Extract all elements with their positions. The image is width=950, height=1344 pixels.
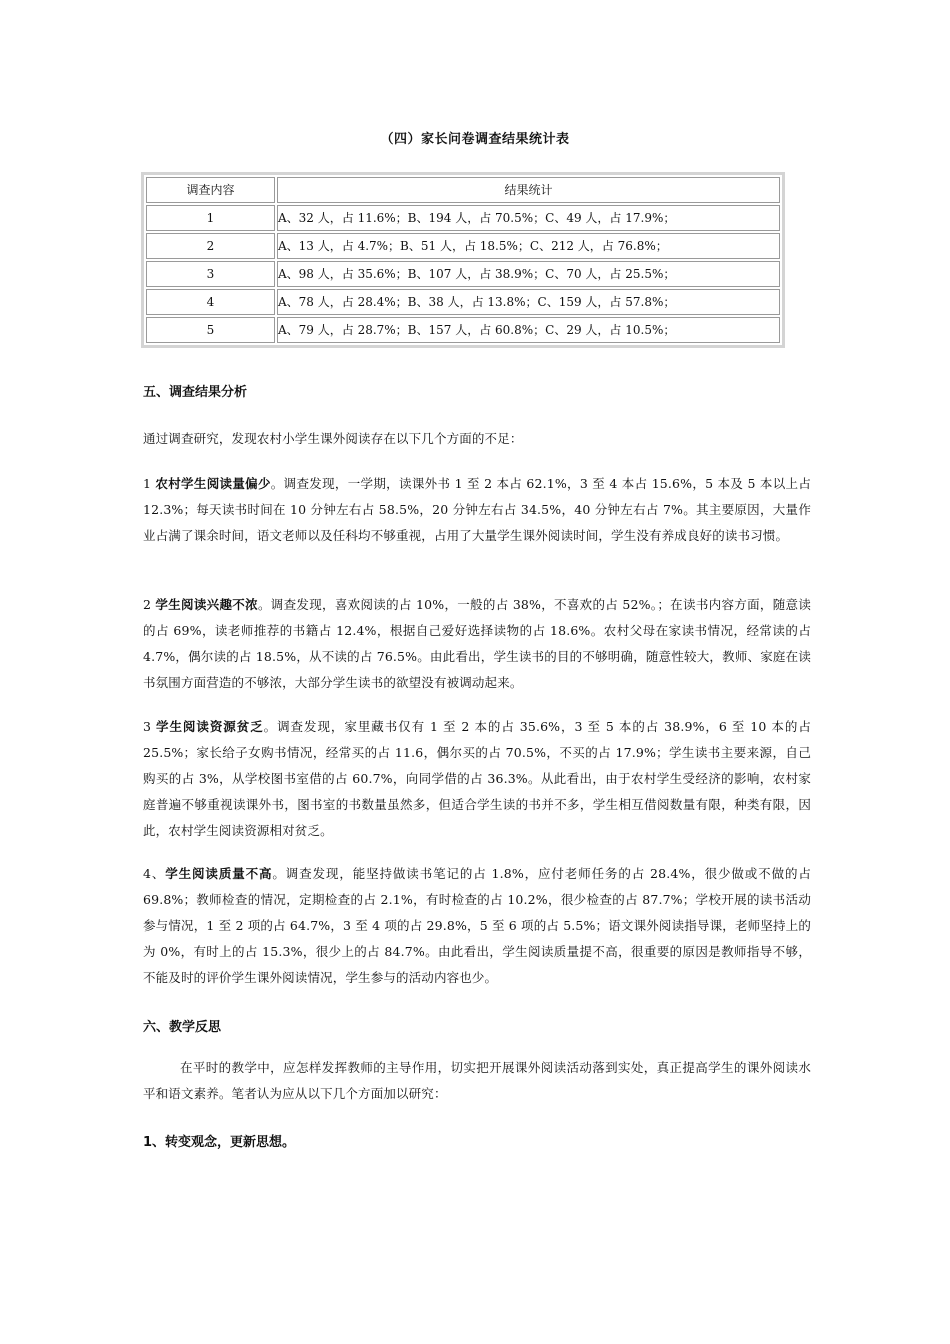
section5-heading: 五、调查结果分析 <box>143 385 248 400</box>
row-result: A、13 人，占 4.7%；B、51 人，占 18.5%；C、212 人，占 76.8%； <box>277 233 780 259</box>
row-number: 4 <box>146 289 275 315</box>
paragraph-3-number: 3 <box>143 719 157 734</box>
row-result: A、78 人，占 28.4%；B、38 人，占 13.8%；C、159 人，占 57.8%； <box>277 289 780 315</box>
row-number: 2 <box>146 233 275 259</box>
paragraph-1-keypoint: 农村学生阅读量偏少 <box>155 476 271 491</box>
paragraph-2-text: 。调查发现，喜欢阅读的占 10%，一般的占 38%，不喜欢的占 52%。；在读书内容方面，随意读的占 69%，读老师推荐的书籍占 12.4%，根据自己爱好选择读物的占 18.6%。农村父母在家读书情况，经常读的占 4.7%，偶尔读的占 18.5%，从不读的占 76.5%。由此看出，学生读书的目的不够明确，随意性较大，教师、家庭在读书氛围方面营造的不够浓，大部分学生读书的欲望没有被调动起来。 <box>143 597 812 690</box>
section6-intro: 在平时的教学中，应怎样发挥教师的主导作用，切实把开展课外阅读活动落到实处，真正提高学生的课外阅读水平和语文素养。笔者认为应从以下几个方面加以研究： <box>143 1060 811 1101</box>
paragraph-1-number: 1 <box>143 476 156 491</box>
paragraph-3-keypoint: 学生阅读资源贫乏 <box>156 719 264 734</box>
paragraph-3 <box>143 714 811 844</box>
paragraph-2 <box>143 592 811 696</box>
paragraph-4-number: 4、 <box>143 866 166 881</box>
paragraph-3-text: 。调查发现，家里藏书仅有 1 至 2 本的占 35.6%，3 至 5 本的占 38.9%，6 至 10 本的占 25.5%；家长给子女购书情况，经常买的占 11.6，偶尔买的占 70.5%，不买的占 17.9%；学生读书主要来源，自己购买的占 3%，从学校图书室借的占 60.7%，向同学借的占 36.3%。从此看出，由于农村学生受经济的影响，农村家庭普遍不够重视读课外书，图书室的书数量虽然多，但适合学生读的书并不多，学生相互借阅数量有限，种类有限，因此，农村学生阅读资源相对贫乏。 <box>143 719 811 838</box>
table-title: （四）家长问卷调查结果统计表 <box>380 132 570 147</box>
row-number: 5 <box>146 317 275 343</box>
header-result-stats: 结果统计 <box>277 177 780 203</box>
header-survey-item: 调查内容 <box>146 177 275 203</box>
table-row <box>146 233 780 259</box>
paragraph-4 <box>143 861 811 991</box>
paragraph-2-keypoint: 学生阅读兴趣不浓 <box>155 597 258 612</box>
section5-intro: 通过调查研究，发现农村小学生课外阅读存在以下几个方面的不足： <box>143 431 523 446</box>
row-result: A、32 人，占 11.6%；B、194 人，占 70.5%；C、49 人，占 17.9%； <box>277 205 780 231</box>
section6-heading: 六、教学反思 <box>143 1020 222 1035</box>
table-header-row <box>146 177 780 203</box>
row-number: 1 <box>146 205 275 231</box>
table-row <box>146 317 780 343</box>
results-table <box>141 172 785 348</box>
table-row <box>146 205 780 231</box>
paragraph-2-number: 2 <box>143 597 156 612</box>
row-result: A、79 人，占 28.7%；B、157 人，占 60.8%；C、29 人，占 10.5%； <box>277 317 780 343</box>
section6-subheading-1: 1、转变观念，更新思想。 <box>143 1135 296 1150</box>
paragraph-1-text: 。调查发现，一学期，读课外书 1 至 2 本占 62.1%，3 至 4 本占 15.6%，5 本及 5 本以上占 12.3%；每天读书时间在 10 分钟左右占 58.5%，20 分钟左右占 34.5%，40 分钟左右占 7%。其主要原因，大量作业占满了课余时间，语文老师以及任科均不够重视，占用了大量学生课外阅读时间，学生没有养成良好的读书习惯。 <box>143 476 811 543</box>
row-number: 3 <box>146 261 275 287</box>
table-row <box>146 289 780 315</box>
row-result: A、98 人，占 35.6%；B、107 人，占 38.9%；C、70 人，占 25.5%； <box>277 261 780 287</box>
paragraph-1 <box>143 471 811 549</box>
table-row <box>146 261 780 287</box>
paragraph-4-text: 。调查发现，能坚持做读书笔记的占 1.8%，应付老师任务的占 28.4%，很少做或不做的占 69.8%；教师检查的情况，定期检查的占 2.1%，有时检查的占 10.2%，很少检查的占 87.7%；学校开展的读书活动参与情况，1 至 2 项的占 64.7%，3 至 4 项的占 29.8%，5 至 6 项的占 5.5%；语文课外阅读指导课，老师坚持上的为 0%，有时上的占 15.3%，很少上的占 84.7%。由此看出，学生阅读质量提不高，很重要的原因是教师指导不够，不能及时的评价学生课外阅读情况，学生参与的活动内容也少。 <box>143 866 811 985</box>
paragraph-4-keypoint: 学生阅读质量不高 <box>165 866 273 881</box>
